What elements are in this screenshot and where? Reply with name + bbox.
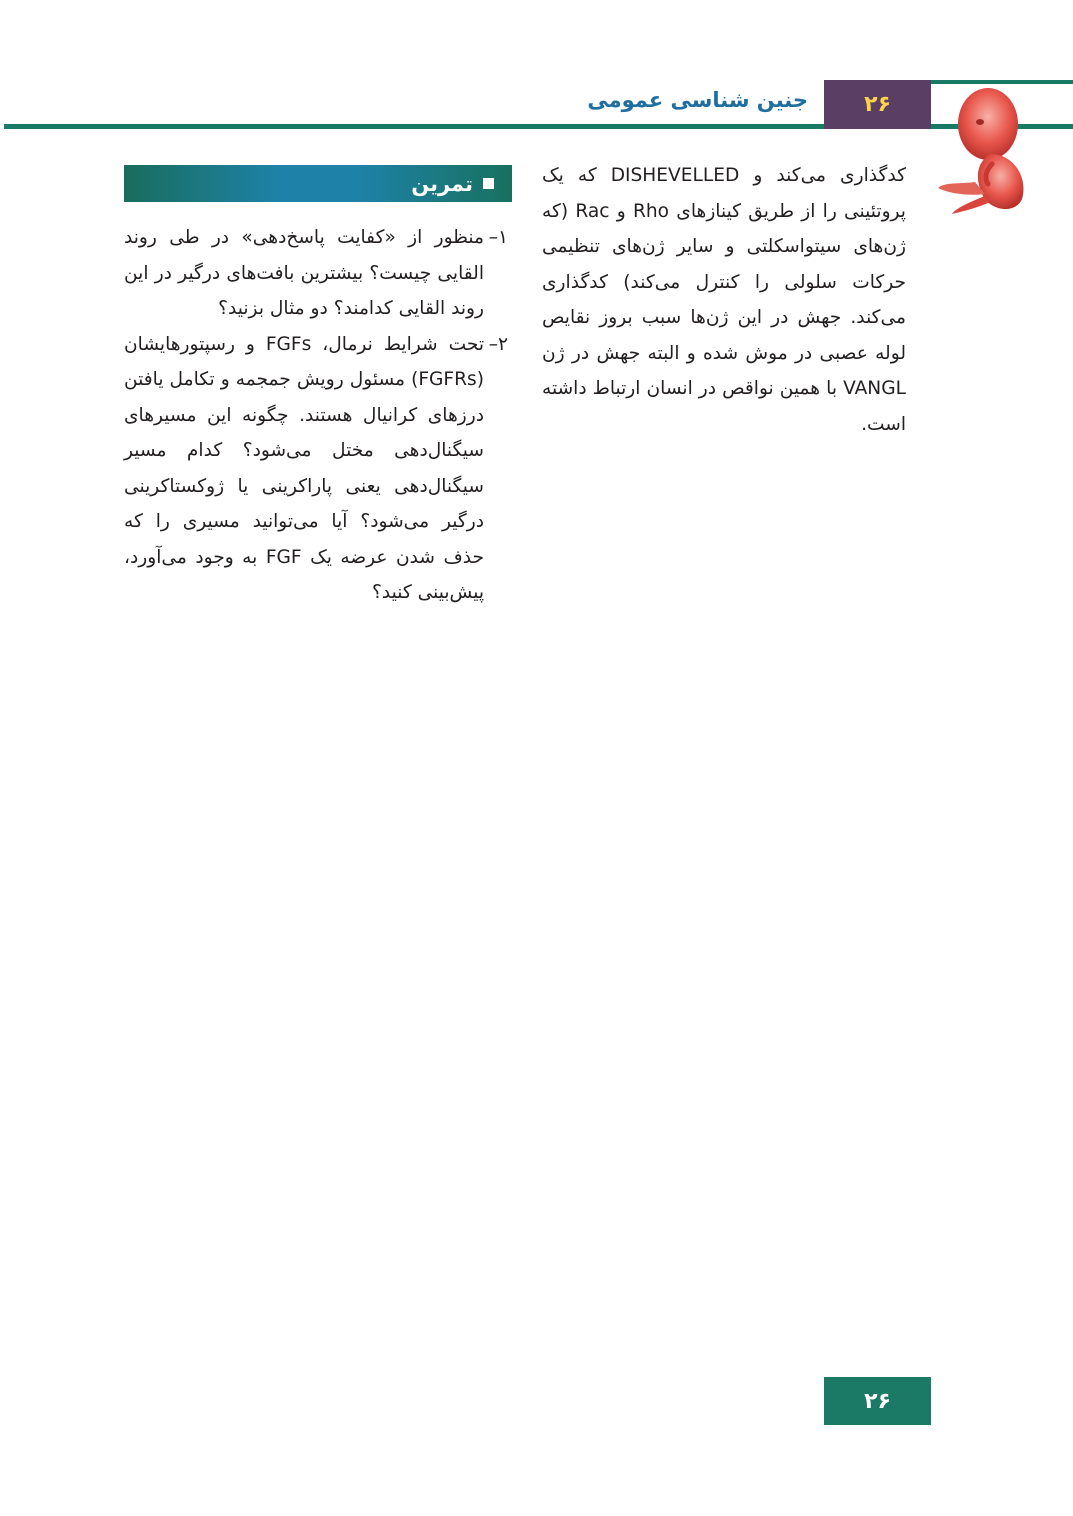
exercise-header	[124, 165, 512, 202]
footer-page-number: ۲۶	[864, 1388, 891, 1414]
exercise-title: تمرین	[411, 171, 473, 196]
fetus-icon	[930, 84, 1073, 219]
square-bullet-icon	[483, 178, 494, 189]
question-number: ۱–	[488, 227, 508, 248]
body-paragraph: کدگذاری می‌کند و DISHEVELLED که یک پروتئینی را از طریق کینازهای Rho و Rac (که ژن‌های سیتواسکلتی و سایر ژن‌های تنظیمی حرکات سلولی را کنترل می‌کند) کدگذاری می‌کند. جهش در این ژن‌ها سبب بروز نقایص لوله عصبی در موش شده و البته جهش در ژن VANGL با همین نواقص در انسان ارتباط داشته است.	[542, 165, 906, 435]
footer-page-number-box	[824, 1377, 931, 1425]
header-page-number: ۲۶	[864, 92, 891, 117]
book-title: جنین شناسی عمومی	[587, 88, 808, 112]
question-item	[124, 220, 508, 327]
question-text: منظور از «کفایت پاسخ‌دهی» در طی روند القایی چیست؟ بیشترین بافت‌های درگیر در این روند القایی کدامند؟ دو مثال بزنید؟	[124, 227, 484, 319]
header-page-number-box	[824, 80, 931, 129]
question-text: تحت شرایط نرمال، FGFs و رسپتورهایشان (FGFRs) مسئول رویش جمجمه و تکامل یافتن درزهای کرانیال هستند. چگونه این مسیرهای سیگنال‌دهی مختل می‌شود؟ کدام مسیر سیگنال‌دهی یعنی پاراکرینی یا ژوکستاکرینی درگیر می‌شود؟ آیا می‌توانید مسیری را که حذف شدن عرضه یک FGF به وجود می‌آورد، پیش‌بینی کنید؟	[124, 333, 485, 603]
question-number: ۲–	[488, 333, 508, 355]
exercise-questions	[124, 220, 508, 611]
question-item	[124, 327, 508, 611]
